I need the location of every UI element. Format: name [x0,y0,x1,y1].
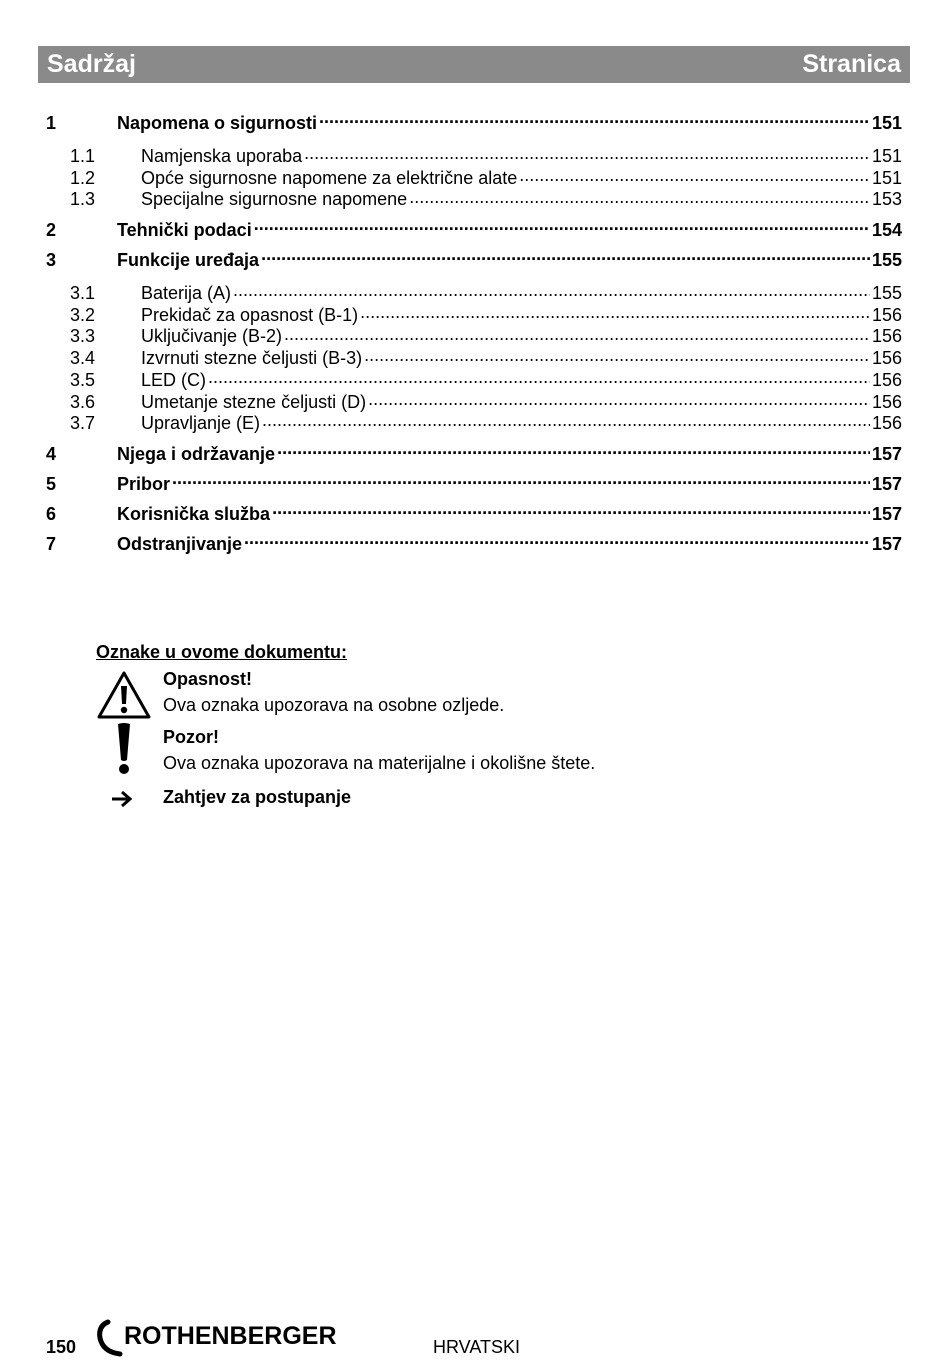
symbol-legend [96,638,796,814]
dot-leader [364,346,870,364]
dot-leader [261,248,870,266]
toc-title: Specijalne sigurnosne napomene [141,189,408,210]
toc-page-number: 155 [871,283,902,304]
toc-number: 1.1 [70,146,96,166]
toc-title: Prekidač za opasnost (B-1) [141,304,359,325]
page-number: 150 [46,1337,77,1357]
toc-section-row [46,281,902,303]
toc-title: Upravljanje (E) [141,413,261,434]
toc-page-number: 156 [871,369,902,390]
toc-number: 6 [46,503,57,524]
toc-title: Umetanje stezne čeljusti (D) [141,391,367,412]
toc-number: 1.3 [70,189,96,210]
contents-header-bar [38,46,910,83]
legend-danger-title: Opasnost! [163,669,253,689]
rothenberger-logo [96,1318,346,1365]
toc-section-row [46,166,902,188]
dot-leader [284,324,870,342]
toc-title: Pribor [117,473,171,494]
toc-page-number: 156 [871,326,902,347]
toc-title: Baterija (A) [141,283,232,304]
toc-number: 3.5 [70,369,96,390]
table-of-contents [46,108,902,559]
toc-number: 2 [46,220,57,241]
toc-number: 4 [46,443,57,464]
toc-page-number: 154 [871,220,902,241]
toc-chapter-row [46,108,902,138]
toc-title: Njega i održavanje [117,443,276,464]
dot-leader [172,472,870,490]
toc-title: Tehnički podaci [117,220,252,241]
toc-chapter-row [46,529,902,559]
toc-title: LED (C) [141,369,207,390]
toc-page-number: 156 [871,348,902,369]
toc-section-row [46,411,902,433]
toc-title: Namjenska uporaba [141,146,303,166]
toc-title: Napomena o sigurnosti [117,113,318,133]
toc-number: 3.3 [70,326,96,347]
toc-page-number: 155 [871,250,902,271]
toc-title: Uključivanje (B-2) [141,326,283,347]
toc-number: 5 [46,473,57,494]
toc-number: 3.1 [70,283,96,304]
toc-section-row [46,346,902,368]
toc-number: 3.7 [70,413,96,434]
toc-section-row [46,368,902,390]
toc-number: 3.6 [70,391,96,412]
toc-chapter-row [46,215,902,245]
toc-title: Izvrnuti stezne čeljusti (B-3) [141,348,363,369]
toc-page-number: 151 [871,167,902,188]
legend-danger-text: Ova oznaka upozorava na osobne ozljede. [163,695,505,715]
dot-leader [244,532,870,550]
toc-title: Korisnička služba [117,503,271,524]
dot-leader [319,111,870,129]
warning-triangle-icon [96,670,152,725]
dot-leader [304,144,870,162]
toc-title: Funkcije uređaja [117,250,260,271]
toc-number: 3.2 [70,304,96,325]
toc-page-number: 156 [871,413,902,434]
toc-page-number: 157 [871,473,902,494]
toc-page-number: 151 [871,146,902,166]
arrow-right-icon [110,790,134,813]
toc-section-row [46,187,902,209]
exclamation-icon [114,722,134,781]
toc-page-number: 157 [871,443,902,464]
dot-leader [262,411,870,429]
dot-leader [233,281,870,299]
legend-item-danger [96,666,796,724]
page-column-title: Stranica [802,50,901,78]
legend-heading: Oznake u ovome dokumentu: [96,642,348,662]
dot-leader [368,390,870,408]
toc-number: 3 [46,250,57,271]
toc-page-number: 157 [871,503,902,524]
brand-wordmark: ROTHENBERGER [124,1322,337,1350]
dot-leader [360,303,870,321]
legend-caution-text: Ova oznaka upozorava na materijalne i okolišne štete. [163,753,596,773]
toc-section-row [46,144,902,166]
toc-chapter-row [46,499,902,529]
toc-number: 7 [46,533,57,554]
toc-section-row [46,324,902,346]
toc-title: Odstranjivanje [117,533,243,554]
dot-leader [409,187,870,205]
dot-leader [519,166,870,184]
toc-number: 3.4 [70,348,96,369]
dot-leader [272,502,870,520]
legend-action-title: Zahtjev za postupanje [163,787,352,807]
dot-leader [277,442,870,460]
language-label: HRVATSKI [433,1337,521,1357]
toc-page-number: 153 [871,189,902,210]
toc-chapter-row [46,439,902,469]
toc-page-number: 157 [871,533,902,554]
toc-page-number: 156 [871,391,902,412]
toc-number: 1.2 [70,167,96,188]
toc-section-row [46,390,902,412]
legend-item-action [96,784,796,814]
toc-chapter-row [46,469,902,499]
legend-item-caution [96,724,796,784]
legend-caution-title: Pozor! [163,727,219,747]
toc-page-number: 156 [871,304,902,325]
contents-title: Sadržaj [47,50,136,78]
toc-section-row [46,303,902,325]
toc-chapter-row [46,245,902,275]
toc-number: 1 [46,113,57,133]
toc-title: Opće sigurnosne napomene za električne alate [141,167,518,188]
toc-page-number: 151 [871,113,902,133]
dot-leader [254,218,870,236]
dot-leader [208,368,870,386]
